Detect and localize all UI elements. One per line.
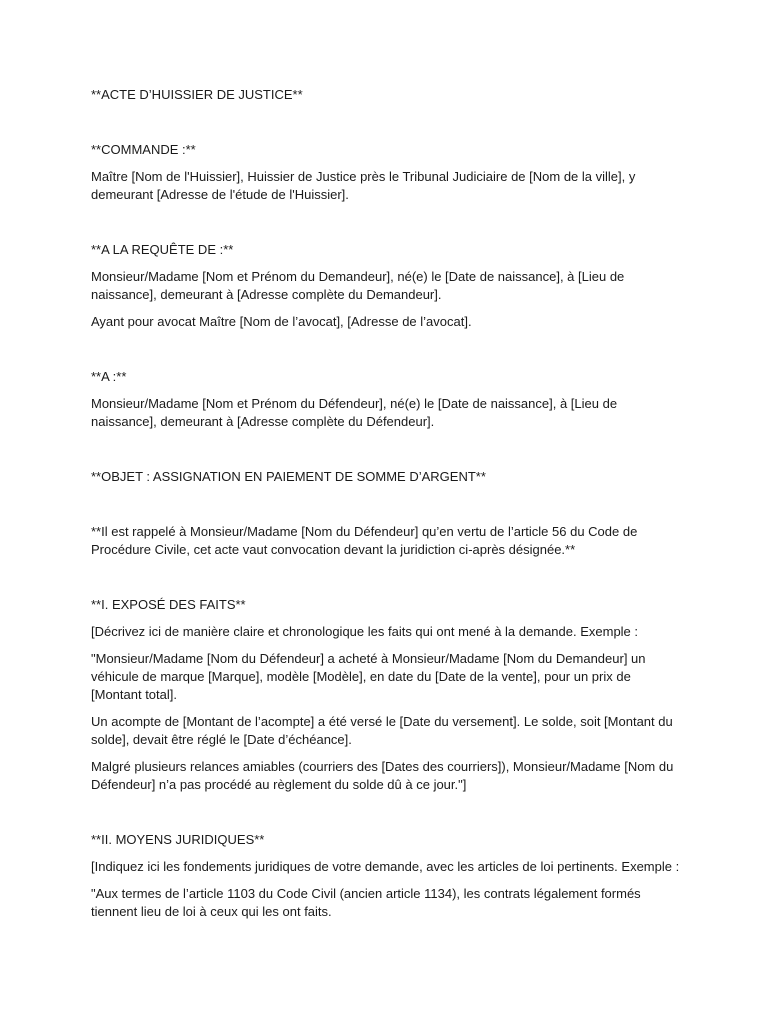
a-heading: **A :** [91,369,127,384]
rappel-paragraph: **Il est rappelé à Monsieur/Madame [Nom du Défendeur] qu’en vertu de l’article 56 du Code de Procédure Civile, cet acte vaut convocation devant la juridiction ci-après désignée.** [91,524,638,557]
commande-heading: **COMMANDE :** [91,142,196,157]
commande-paragraph: Maître [Nom de l'Huissier], Huissier de Justice près le Tribunal Judiciaire de [Nom de la ville], y demeurant [Adresse de l'étude de l'Huissier]. [91,169,636,202]
document-page [91,86,681,921]
expose-intro: [Décrivez ici de manière claire et chronologique les faits qui ont mené à la demande. Exemple : [91,624,639,639]
moyens-paragraph-1: "Aux termes de l’article 1103 du Code Civil (ancien article 1134), les contrats légalement formés tiennent lieu de loi à ceux qui les ont faits. [91,886,641,919]
a-paragraph: Monsieur/Madame [Nom et Prénom du Défendeur], né(e) le [Date de naissance], à [Lieu de naissance], demeurant à [Adresse complète du Défendeur]. [91,396,618,429]
expose-paragraph-1: "Monsieur/Madame [Nom du Défendeur] a acheté à Monsieur/Madame [Nom du Demandeur] un véhicule de marque [Marque], modèle [Modèle], en date du [Date de la vente], pour un prix de [Montant total]. [91,651,646,702]
moyens-heading: **II. MOYENS JURIDIQUES** [91,832,265,847]
requete-heading: **A LA REQUÊTE DE :** [91,242,234,257]
expose-paragraph-2: Un acompte de [Montant de l’acompte] a été versé le [Date du versement]. Le solde, soit [Montant du solde], devait être réglé le [Date d’échéance]. [91,714,673,747]
objet-heading: **OBJET : ASSIGNATION EN PAIEMENT DE SOMME D’ARGENT** [91,469,486,484]
expose-paragraph-3: Malgré plusieurs relances amiables (courriers des [Dates des courriers]), Monsieur/Madame [Nom du Défendeur] n’a pas procédé au règlement du solde dû à ce jour."] [91,759,674,792]
moyens-intro: [Indiquez ici les fondements juridiques de votre demande, avec les articles de loi pertinents. Exemple : [91,859,680,874]
expose-heading: **I. EXPOSÉ DES FAITS** [91,597,246,612]
avocat-paragraph: Ayant pour avocat Maître [Nom de l’avocat], [Adresse de l’avocat]. [91,314,472,329]
requete-paragraph: Monsieur/Madame [Nom et Prénom du Demandeur], né(e) le [Date de naissance], à [Lieu de naissance], demeurant à [Adresse complète du Demandeur]. [91,269,625,302]
document-title: **ACTE D’HUISSIER DE JUSTICE** [91,87,303,102]
